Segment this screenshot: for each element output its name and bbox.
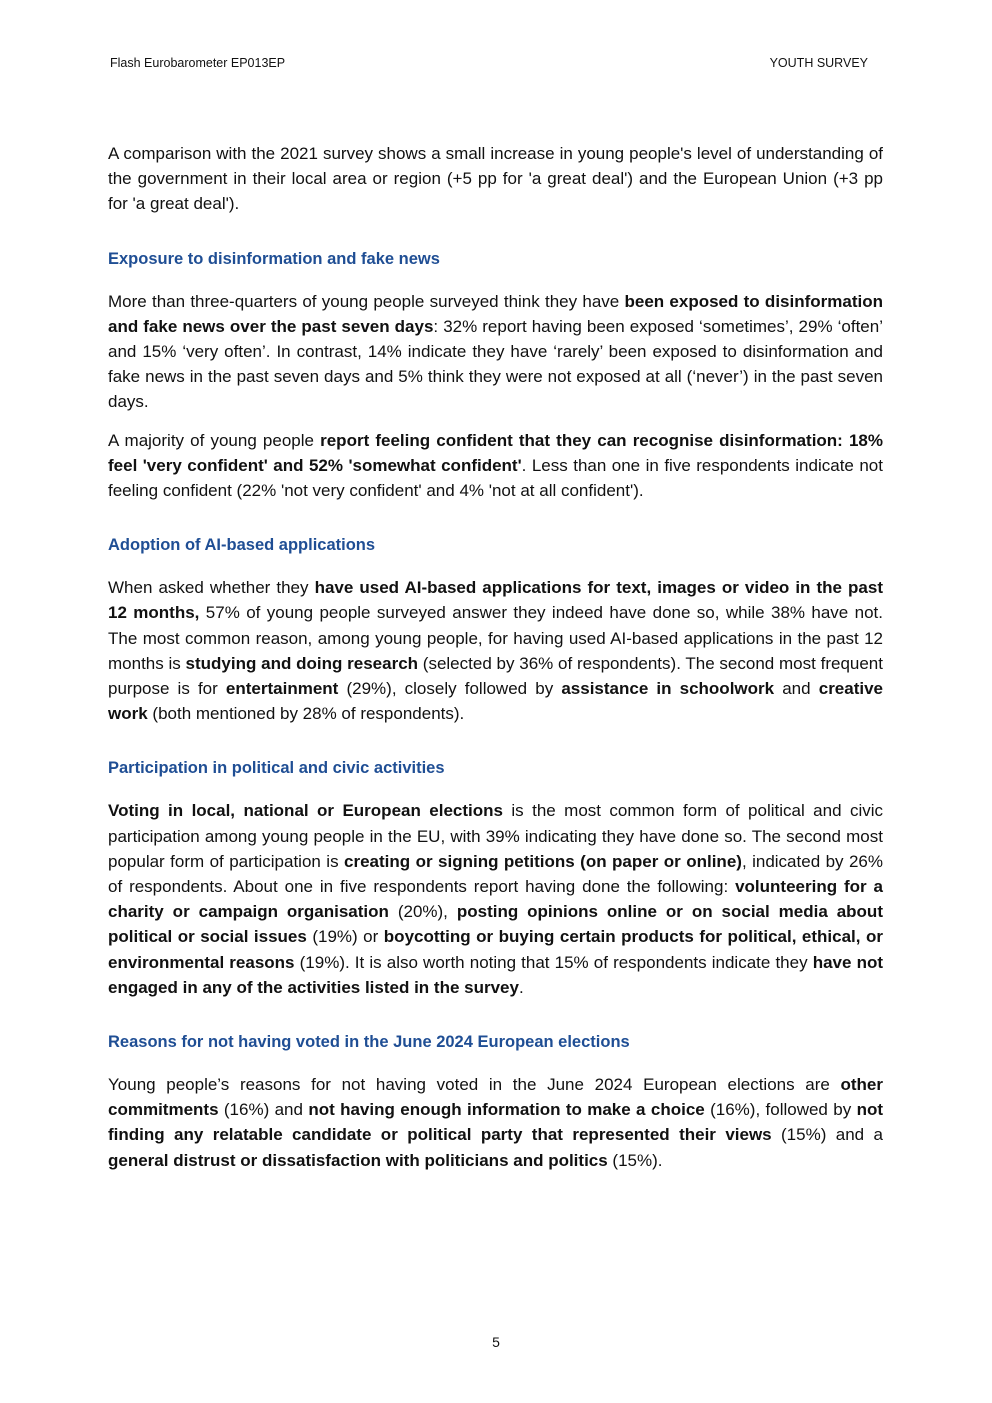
header-survey-title: YOUTH SURVEY xyxy=(769,56,868,70)
document-body xyxy=(108,141,883,1173)
page-header xyxy=(110,56,868,74)
section-heading-disinformation: Exposure to disinformation and fake news xyxy=(108,249,440,268)
voting-paragraph-1: Young people’s reasons for not having voted in the June 2024 European elections are other commitments (16%) and not having enough information to make a choice (16%), followed by not finding any relatable candidate or political party that represented their views (15%) and a general distrust or dissatisfaction with politicians and politics (15%). xyxy=(108,1075,883,1170)
participation-paragraph-1: Voting in local, national or European elections is the most common form of political and civic participation among young people in the EU, with 39% indicating they have done so. The second most popular form of participation is creating or signing petitions (on paper or online), indicated by 26% of respondents. About one in five respondents report having done the following: volunteering for a charity or campaign organisation (20%), posting opinions online or on social media about political or social issues (19%) or boycotting or buying certain products for political, ethical, or environmental reasons (19%). It is also worth noting that 15% of respondents indicate they have not engaged in any of the activities listed in the survey. xyxy=(108,801,884,997)
section-heading-ai: Adoption of AI-based applications xyxy=(108,536,376,555)
ai-paragraph-1: When asked whether they have used AI-based applications for text, images or video in the past 12 months, 57% of young people surveyed answer they indeed have done so, while 38% have not. The most common reason, among young people, for having used AI-based applications in the past 12 months is studying and doing research (selected by 36% of respondents). The second most frequent purpose is for entertainment (29%), closely followed by assistance in schoolwork and creative work (both mentioned by 28% of respondents). xyxy=(108,578,884,724)
section-ai xyxy=(108,534,883,726)
intro-paragraph: A comparison with the 2021 survey shows a small increase in young people's level of understanding of the government in their local area or region (+5 pp for 'a great deal') and the European Union (+3 pp for 'a great deal'). xyxy=(108,144,883,214)
disinformation-paragraph-1: More than three-quarters of young people surveyed think they have been exposed to disinformation and fake news over the past seven days: 32% report having been exposed ‘sometimes’, 29% ‘often’ and 15% ‘very often’. In contrast, 14% indicate they have ‘rarely’ been exposed to disinformation and fake news in the past seven days and 5% think they were not exposed at all (‘never’) in the past seven days. xyxy=(108,291,883,412)
header-survey-name: Flash Eurobarometer EP013EP xyxy=(110,56,286,70)
section-participation xyxy=(108,757,883,1000)
disinformation-paragraph-2: A majority of young people report feeling confident that they can recognise disinformation: 18% feel 'very confident' and 52% 'somewhat confident'. Less than one in five respondents indicate not feeling confident (22% 'not very confident' and 4% 'not at all confident'). xyxy=(108,430,883,501)
section-disinformation xyxy=(108,248,883,504)
section-voting xyxy=(108,1031,883,1173)
section-heading-participation: Participation in political and civic activities xyxy=(108,759,445,778)
section-heading-voting: Reasons for not having voted in the June 2024 European elections xyxy=(108,1033,630,1052)
page-number: 5 xyxy=(492,1334,500,1350)
